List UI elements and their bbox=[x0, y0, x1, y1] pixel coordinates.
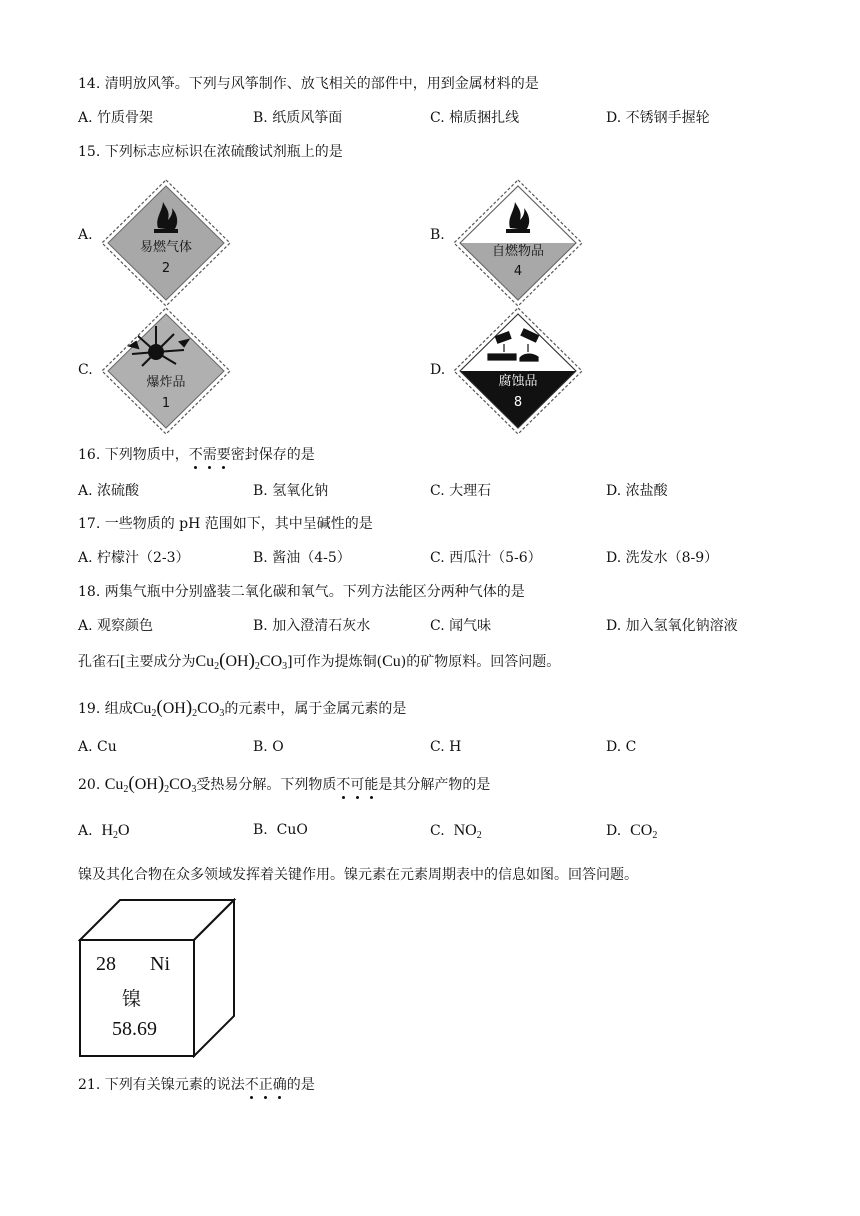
atomic-mass: 58.69 bbox=[112, 1018, 157, 1040]
spontaneous-combustion-sign bbox=[452, 178, 584, 308]
question-17-stem: 17. 一些物质的 pH 范围如下，其中呈碱性的是 bbox=[78, 516, 373, 532]
corrosive-sign bbox=[452, 306, 584, 436]
nickel-intro: 镍及其化合物在众多领域发挥着关键作用。镍元素在元素周期表中的信息如图。回答问题。 bbox=[78, 867, 638, 883]
q14-option-b: B. 纸质风筝面 bbox=[253, 110, 343, 126]
q15-label-d: D. bbox=[430, 362, 446, 378]
q18-option-a: A. 观察颜色 bbox=[78, 618, 154, 634]
q15-label-b: B. bbox=[430, 227, 445, 243]
question-16-stem: 16. 下列物质中，不需要密封保存的是 bbox=[78, 444, 315, 464]
question-18-stem: 18. 两集气瓶中分别盛装二氧化碳和氧气。下列方法能区分两种气体的是 bbox=[78, 584, 525, 600]
q18-option-c: C. 闻气味 bbox=[430, 618, 492, 634]
question-15-stem: 15. 下列标志应标识在浓硫酸试剂瓶上的是 bbox=[78, 144, 343, 160]
explosive-sign bbox=[100, 306, 232, 436]
q14-option-a: A. 竹质骨架 bbox=[78, 110, 154, 126]
question-21-stem: 21. 下列有关镍元素的说法不正确的是 bbox=[78, 1074, 315, 1094]
q18-option-b: B. 加入澄清石灰水 bbox=[253, 618, 371, 634]
q20-option-b: B. CuO bbox=[253, 822, 308, 838]
question-19-stem: 19. 组成$Cu_2(OH)_2CO_3$的元素中，属于金属元素的是 bbox=[78, 697, 407, 719]
q17-option-a: A. 柠檬汁（2-3） bbox=[78, 550, 190, 566]
sign-d-text: 腐蚀品 bbox=[498, 374, 538, 389]
q20-option-a: A. $H_2O$ bbox=[78, 822, 130, 841]
q19-option-b: B. O bbox=[253, 739, 284, 755]
q19-option-c: C. H bbox=[430, 739, 462, 755]
q19-option-d: D. C bbox=[606, 739, 637, 755]
sign-a-text: 易燃气体 bbox=[139, 240, 193, 255]
q16-option-d: D. 浓盐酸 bbox=[606, 483, 668, 499]
cube-outline bbox=[78, 898, 238, 1058]
flammable-gas-sign bbox=[100, 178, 232, 308]
question-20-stem: 20. $Cu_2(OH)_2CO_3$受热易分解。下列物质不可能是其分解产物的是 bbox=[78, 773, 491, 795]
q20-option-c: C. $NO_2$ bbox=[430, 822, 482, 841]
element-name: 镍 bbox=[122, 988, 142, 1010]
q18-option-d: D. 加入氢氧化钠溶液 bbox=[606, 618, 738, 634]
question-14-stem: 14. 清明放风筝。下列与风筝制作、放飞相关的部件中，用到金属材料的是 bbox=[78, 76, 539, 92]
sign-b-number: 4 bbox=[513, 264, 523, 279]
sign-c-text: 爆炸品 bbox=[146, 375, 186, 390]
q14-option-d: D. 不锈钢手握轮 bbox=[606, 110, 710, 126]
q17-option-b: B. 酱油（4-5） bbox=[253, 550, 351, 566]
malachite-formula: $Cu_2(OH)_2CO_3$ bbox=[195, 650, 288, 672]
sign-c-number: 1 bbox=[161, 396, 171, 411]
sign-a-number: 2 bbox=[161, 261, 171, 276]
nickel-element-card bbox=[78, 898, 238, 1058]
q16-option-c: C. 大理石 bbox=[430, 483, 492, 499]
q16-option-a: A. 浓硫酸 bbox=[78, 483, 140, 499]
q20-option-d: D. $CO_2$ bbox=[606, 822, 658, 841]
q16-option-b: B. 氢氧化钠 bbox=[253, 483, 329, 499]
malachite-intro: 孔雀石[主要成分为$Cu_2(OH)_2CO_3$]可作为提炼铜(Cu)的矿物原料。回答问题。 bbox=[78, 650, 561, 672]
q17-option-c: C. 西瓜汁（5-6） bbox=[430, 550, 542, 566]
q17-option-d: D. 洗发水（8-9） bbox=[606, 550, 719, 566]
q19-option-a: A. Cu bbox=[78, 739, 117, 755]
q15-label-a: A. bbox=[78, 227, 93, 243]
element-symbol: Ni bbox=[150, 953, 170, 975]
sign-b-text: 自燃物品 bbox=[491, 244, 545, 259]
atomic-number: 28 bbox=[96, 953, 116, 975]
q14-option-c: C. 棉质捆扎线 bbox=[430, 110, 520, 126]
sign-d-number: 8 bbox=[513, 395, 523, 410]
q15-label-c: C. bbox=[78, 362, 93, 378]
